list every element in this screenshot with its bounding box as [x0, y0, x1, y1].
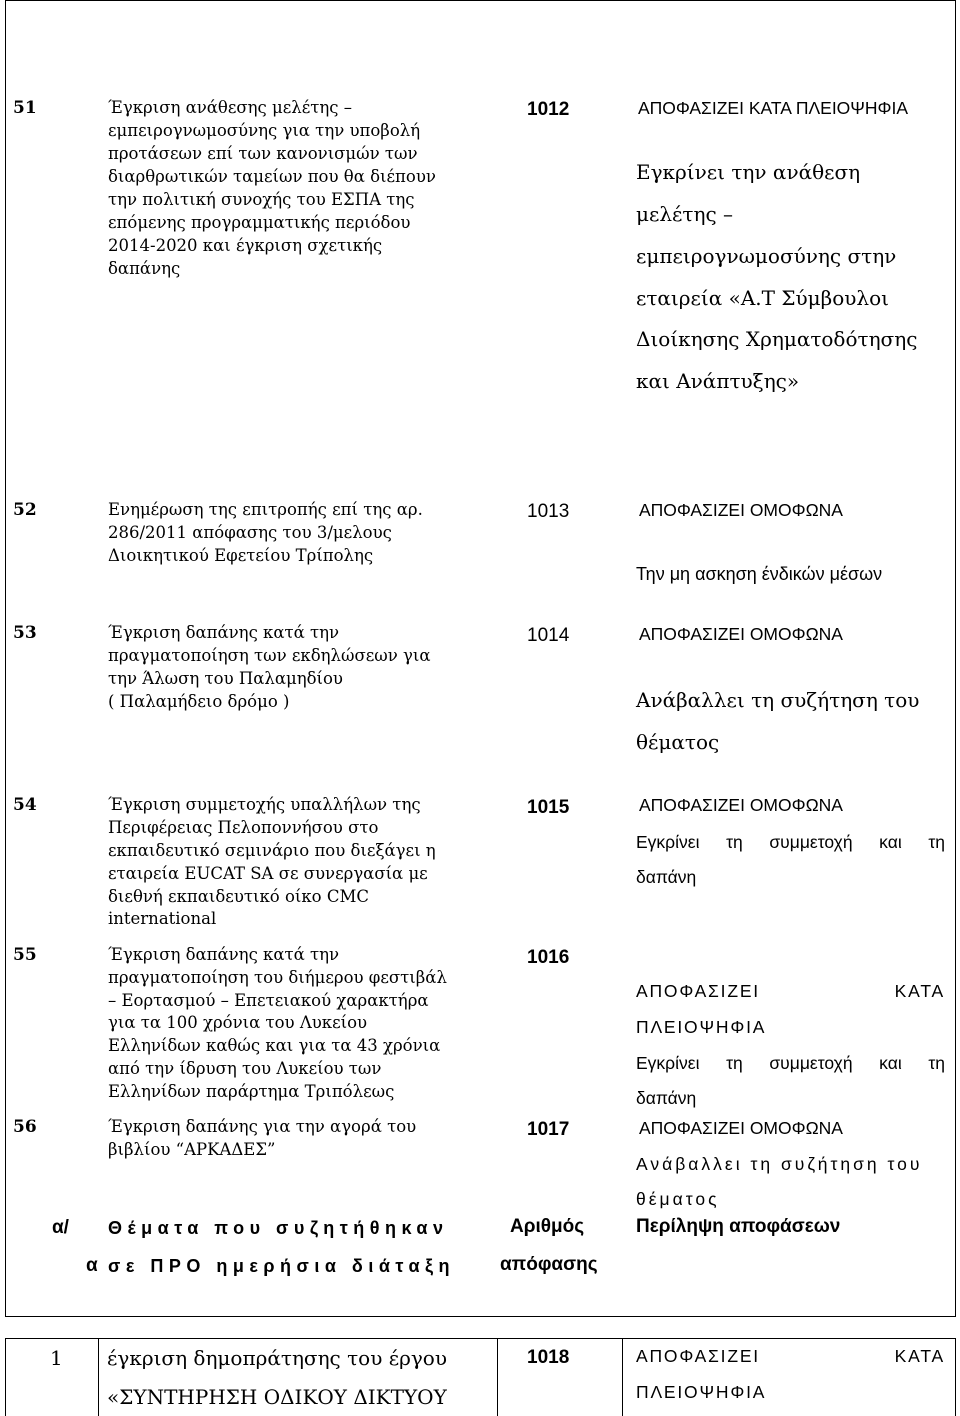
- subject-line: εκπαιδευτικό σεμινάριο που διεξάγει η: [108, 841, 436, 860]
- subject-line: Διοικητικού Εφετείου Τρίπολης: [108, 546, 374, 565]
- item-number: 51: [13, 98, 37, 118]
- decision-number: 1012: [527, 99, 570, 120]
- subject-line: 2014-2020 και έγκριση σχετικής: [108, 236, 383, 255]
- decision-summary-line: μελέτης –: [636, 202, 734, 226]
- subject-line: Έγκριση δαπάνης κατά την: [108, 945, 340, 964]
- item-number: 55: [13, 945, 37, 965]
- item-number: 56: [13, 1117, 37, 1137]
- decision-summary-line: εταιρεία «Α.Τ Σύμβουλοι: [636, 286, 889, 310]
- subject-line: – Εορτασμού – Επετειακού χαρακτήρα: [108, 991, 429, 1010]
- subject-line: Ελληνίδων καθώς και για τα 43 χρόνια: [108, 1036, 441, 1055]
- subject-line: βιβλίου “ΑΡΚΑΔΕΣ”: [108, 1140, 276, 1159]
- decision-verdict: ΠΛΕΙΟΨΗΦΙΑ: [636, 1017, 767, 1037]
- subject-line: την πολιτική συνοχής του ΕΣΠΑ της: [108, 190, 415, 209]
- item-number: 1: [50, 1346, 63, 1370]
- serial-header: α: [86, 1255, 98, 1276]
- subject-line: πραγματοποίηση των εκδηλώσεων για: [108, 646, 431, 665]
- decision-number: 1018: [527, 1347, 570, 1368]
- decision-number: 1014: [527, 625, 570, 646]
- decision-summary-line: Διοίκησης Χρηματοδότησης: [636, 327, 918, 351]
- decision-summary-line: δαπάνη: [636, 867, 697, 887]
- decision-verdict: ΑΠΟΦΑΣΙΖΕΙ ΚΑΤΑ: [636, 1346, 945, 1366]
- subject-line: ( Παλαμήδειο δρόμο ): [108, 692, 290, 711]
- decision-number: 1013: [527, 501, 570, 522]
- subject-line: «ΣΥΝΤΗΡΗΣΗ ΟΔΙΚΟΥ ΔΙΚΤΥΟΥ: [107, 1385, 447, 1409]
- decision-number: 1015: [527, 797, 570, 818]
- subject-line: Έγκριση ανάθεσης μελέτης –: [108, 98, 353, 117]
- subject-line: Έγκριση συμμετοχής υπαλλήλων της: [108, 795, 421, 814]
- subject-line: πραγματοποίηση του διήμερου φεστιβάλ: [108, 968, 447, 987]
- decision-verdict: ΠΛΕΙΟΨΗΦΙΑ: [636, 1382, 767, 1402]
- subject-line: δαπάνης: [108, 259, 181, 278]
- decision-summary-line: θέματος: [636, 1189, 720, 1209]
- column-divider: [622, 1338, 623, 1416]
- subject-line: εμπειρογνωμοσύνης για την υποβολή: [108, 121, 421, 140]
- decision-verdict: ΑΠΟΦΑΣΙΖΕΙ ΟΜΟΦΩΝΑ: [639, 795, 843, 815]
- decision-verdict: ΑΠΟΦΑΣΙΖΕΙ ΟΜΟΦΩΝΑ: [639, 500, 843, 520]
- decision-verdict: ΑΠΟΦΑΣΙΖΕΙ ΚΑΤΑ ΠΛΕΙΟΨΗΦΙΑ: [638, 98, 909, 118]
- subject-line: Ελληνίδων παράρτημα Τριπόλεως: [108, 1082, 395, 1101]
- subject-line: Έγκριση δαπάνης για την αγορά του: [108, 1117, 417, 1136]
- subject-line: international: [108, 909, 217, 928]
- subjects-header: Θέματα που συζητήθηκαν: [108, 1218, 449, 1238]
- decision-summary-line: Εγκρίνει την ανάθεση: [636, 160, 861, 184]
- subject-line: διεθνή εκπαιδευτικό οίκο CMC: [108, 887, 370, 906]
- subject-line: από την ίδρυση του Λυκείου των: [108, 1059, 382, 1078]
- item-number: 53: [13, 623, 37, 643]
- decision-number-header: απόφασης: [500, 1254, 598, 1275]
- decision-summary-line: Ανάβαλλει τη συζήτηση του: [636, 1154, 923, 1174]
- decision-number: 1017: [527, 1119, 570, 1140]
- decision-summary-line: Εγκρίνει τη συμμετοχή και τη: [636, 1053, 945, 1073]
- decision-verdict: ΑΠΟΦΑΣΙΖΕΙ ΟΜΟΦΩΝΑ: [639, 624, 843, 644]
- subjects-header: σε ΠΡΟ ημερήσια διάταξη: [108, 1256, 456, 1276]
- decision-summary-line: θέματος: [636, 730, 720, 754]
- subject-line: έγκριση δημοπράτησης του έργου: [107, 1346, 448, 1370]
- decision-verdict: ΑΠΟΦΑΣΙΖΕΙ ΟΜΟΦΩΝΑ: [639, 1118, 843, 1138]
- decision-summary-line: και Ανάπτυξης»: [636, 369, 800, 393]
- column-divider: [497, 1338, 498, 1416]
- subject-line: Περιφέρειας Πελοποννήσου στο: [108, 818, 379, 837]
- subject-line: προτάσεων επί των κανονισμών των: [108, 144, 418, 163]
- serial-header: α/: [52, 1217, 69, 1238]
- decision-summary-line: Εγκρίνει τη συμμετοχή και τη: [636, 832, 945, 852]
- subject-line: 286/2011 απόφασης του 3/μελους: [108, 523, 392, 542]
- decision-summary-line: Την μη ασκηση ένδικών μέσων: [636, 564, 883, 584]
- decision-summary-line: Ανάβαλλει τη συζήτηση του: [636, 688, 920, 712]
- subject-line: εταιρεία EUCAT SA σε συνεργασία με: [108, 864, 428, 883]
- subject-line: για τα 100 χρόνια του Λυκείου: [108, 1013, 368, 1032]
- subject-line: Έγκριση δαπάνης κατά την: [108, 623, 340, 642]
- subject-line: Ενημέρωση της επιτροπής επί της αρ.: [108, 500, 423, 519]
- decision-verdict: ΑΠΟΦΑΣΙΖΕΙ ΚΑΤΑ: [636, 981, 945, 1001]
- summary-header: Περίληψη αποφάσεων: [636, 1216, 841, 1237]
- item-number: 54: [13, 795, 37, 815]
- subject-line: επόμενης προγραμματικής περιόδου: [108, 213, 411, 232]
- column-divider: [98, 1338, 99, 1416]
- decision-number: 1016: [527, 947, 570, 968]
- item-number: 52: [13, 500, 37, 520]
- decision-summary-line: εμπειρογνωμοσύνης στην: [636, 244, 897, 268]
- decision-summary-line: δαπάνη: [636, 1088, 697, 1108]
- subject-line: διαρθρωτικών ταμείων που θα διέπουν: [108, 167, 436, 186]
- subject-line: την Άλωση του Παλαμηδίου: [108, 669, 343, 688]
- decision-number-header: Αριθμός: [510, 1216, 585, 1237]
